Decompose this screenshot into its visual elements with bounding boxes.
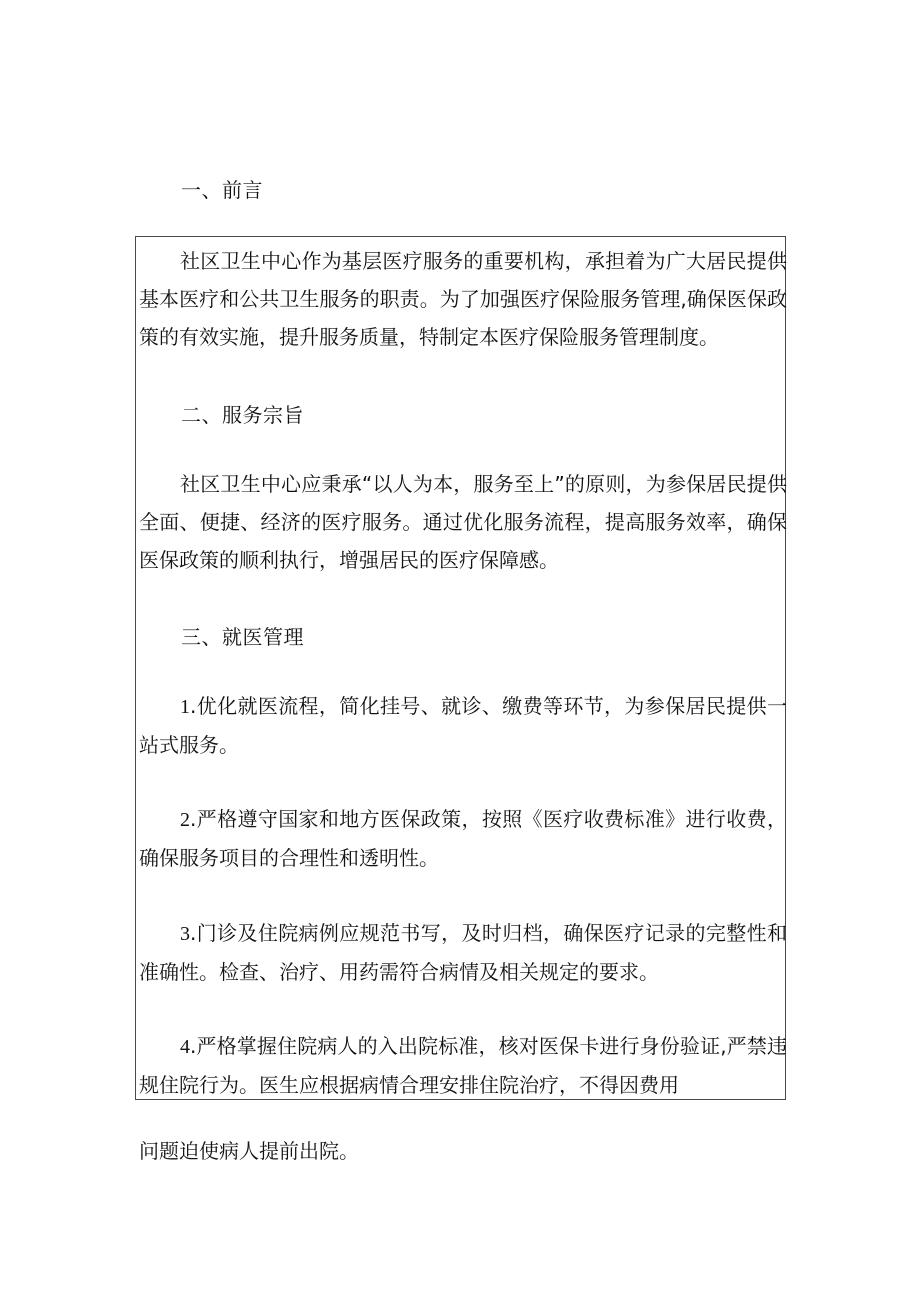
list-item-text: .门诊及住院病例应规范书写，及时归档，确保医疗记录的完整性和准确性。检查、治疗、用药需符合病情及相关规定的要求。 [139, 921, 787, 984]
list-item-number: 3 [180, 923, 190, 945]
list-item-text: .严格掌握住院病人的入出院标准，核对医保卡进行身份验证,严禁违规住院行为。医生应根据病情合理安排住院治疗，不得因费用 [139, 1034, 787, 1097]
list-item-text: .优化就医流程，简化挂号、就诊、缴费等环节，为参保居民提供一站式服务。 [139, 694, 787, 757]
list-item [139, 687, 787, 764]
section-heading-medical-management: 三、就医管理 [181, 625, 304, 649]
preface-paragraph: 社区卫生中心作为基层医疗服务的重要机构，承担着为广大居民提供基本医疗和公共卫生服务的职责。为了加强医疗保险服务管理,确保医保政策的有效实施，提升服务质量，特制定本医疗保险服务管理制度。 [139, 249, 787, 349]
list-item [139, 1027, 787, 1104]
section-heading-preface: 一、前言 [181, 178, 263, 202]
list-item-number: 4 [180, 1036, 190, 1058]
list-item-number: 2 [180, 809, 190, 831]
list-item [139, 800, 787, 877]
list-item-number: 1 [180, 696, 190, 718]
list-item [139, 914, 787, 991]
service-purpose-paragraph: 社区卫生中心应秉承“以人为本，服务至上”的原则，为参保居民提供全面、便捷、经济的医疗服务。通过优化服务流程，提高服务效率，确保医保政策的顺利执行，增强居民的医疗保障感。 [139, 472, 787, 572]
continuation-text: 问题迫使病人提前出院。 [139, 1139, 359, 1163]
list-item-text: .严格遵守国家和地方医保政策，按照《医疗收费标准》进行收费，确保服务项目的合理性和透明性。 [139, 807, 787, 870]
section-heading-service-purpose: 二、服务宗旨 [181, 403, 304, 427]
